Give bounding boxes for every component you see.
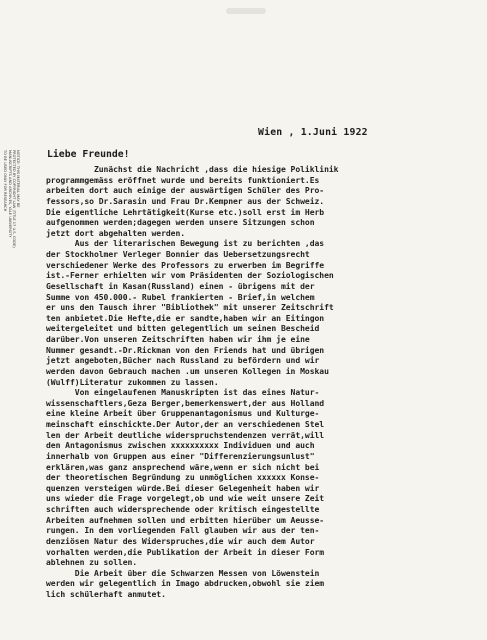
body-line: lich schülerhaft anmutet. [46, 590, 166, 599]
body-line: Summe von 450.000.- Rubel frankierten - Brief,in welchem [46, 292, 315, 302]
body-line: weitergeleitet und bitten gelegentlich um seinen Bescheid [46, 324, 320, 334]
body-line: erklären,was ganz ansprechend wäre,wenn er sich nicht bei [46, 462, 320, 472]
body-line: (Wulff)Literatur zukommen zu lassen. [46, 377, 219, 387]
body-line: ist.-Ferner erhielten wir vom Präsidenten der Soziologischen [46, 271, 334, 281]
letter-salutation: Liebe Freunde! [47, 149, 130, 160]
body-line: Die eigentliche Lehrtätigkeit(Kurse etc.)soll erst im Herb [46, 207, 325, 217]
copyright-stamp-text: NOTICE: THIS MATERIAL MAY BE PROTECTED BY COPYRIGHT LAW (TITLE 17 U.S. CODE) MANUSCRIPTS AND ARCHIVES, YALE UNIVERSITY TO BE USED ONLY FOR RESEARCH [3, 150, 20, 248]
body-line: uns wieder die Frage vorgelegt,ob und wie weit unsere Zeit [46, 494, 325, 504]
body-line: ablehnen zu sollen. [46, 558, 138, 568]
body-line: quenzen versteigen würde.Bei dieser Gelegenheit haben wir [46, 483, 320, 493]
body-line: programmgemäss eröffnet wurde und bereits funktioniert.Es [46, 175, 320, 185]
body-line: Nummer gesandt.-Dr.Rickman von den Friends hat und übrigen [46, 345, 325, 355]
body-line: schriften auch widersprechende oder kritisch eingestellte [46, 505, 320, 514]
body-line: jetzt dort abgehalten werden. [46, 228, 186, 238]
letter-body [46, 165, 476, 601]
copyright-stamp [2, 150, 24, 290]
body-line: fessors,so Dr.Sarasin und Frau Dr.Kempner aus der Schweiz. [46, 196, 325, 206]
body-line: der theoretischen Begründung zu unmöglichen xxxxxx Konse- [46, 473, 320, 483]
body-line: wissenschaftlers,Geza Berger,bemerkenswert,der aus Holland [46, 398, 325, 408]
body-line: eine kleine Arbeit über Gruppenantagonismus und Kulturge- [46, 409, 320, 419]
body-line: aufgenommen werden;dagegen werden unsere Sitzungen schon [46, 218, 315, 228]
body-line: denziösen Natur des Widerspruches,die wir auch dem Autor [46, 536, 315, 546]
body-line: rungen. In dem vorliegenden Fall glauben wir aus der ten- [46, 526, 320, 536]
body-line: der Stockholmer Verleger Bonnier das Uebersetzungsrecht [46, 250, 310, 259]
letter-date: Wien , 1.Juni 1922 [258, 127, 368, 138]
body-line: ten anbietet.Die Hefte,die er sandte,haben wir an Eitingon [46, 313, 325, 323]
body-line: meinschaft einschickte.Der Autor,der an verschiedenen Stel [46, 420, 325, 429]
body-line: Gesellschaft in Kasan(Russland) einen - übrigens mit der [46, 281, 315, 291]
body-line: darüber.Von unseren Zeitschriften haben wir ihm je eine [46, 335, 310, 344]
body-line: verschiedener Werke des Professors zu erwerben im Begriffe [46, 260, 325, 270]
paper-smudge [226, 8, 266, 14]
body-line: len der Arbeit deutliche widerspruchstendenzen verrät,will [46, 430, 325, 440]
body-line: Zunächst die Nachricht ,dass die hiesige Poliklinik [46, 165, 339, 174]
body-line: jetzt angeboten,Bücher nach Russland zu befördern und wir [46, 356, 320, 366]
body-line: Von eingelaufenen Manuskripten ist das eines Natur- [46, 388, 320, 398]
body-line: den Antagonismus zwischen xxxxxxxxxx Individuen und auch [46, 441, 315, 451]
body-line: werden davon Gebrauch machen .um unseren Kollegen in Moskau [46, 366, 329, 376]
body-line: arbeiten dort auch einige der auswärtigen Schüler des Pro- [46, 186, 325, 196]
body-line: werden wir gelegentlich in Imago abdrucken,obwohl sie ziem [46, 579, 325, 589]
body-line: Arbeiten aufnehmen sollen und erbitten hierüber um Aeusse- [46, 515, 325, 525]
body-line: innerhalb von Gruppen aus einer "Differenzierungsunlust" [46, 451, 315, 461]
body-line: Die Arbeit über die Schwarzen Messen von Löwenstein [46, 568, 320, 578]
body-line: er uns den Tausch ihrer "Bibliothek" mit unserer Zeitschrift [46, 303, 334, 313]
body-line: Aus der literarischen Bewegung ist zu berichten ,das [46, 239, 325, 249]
body-line: vorhalten werden,die Publikation der Arbeit in dieser Form [46, 547, 325, 557]
